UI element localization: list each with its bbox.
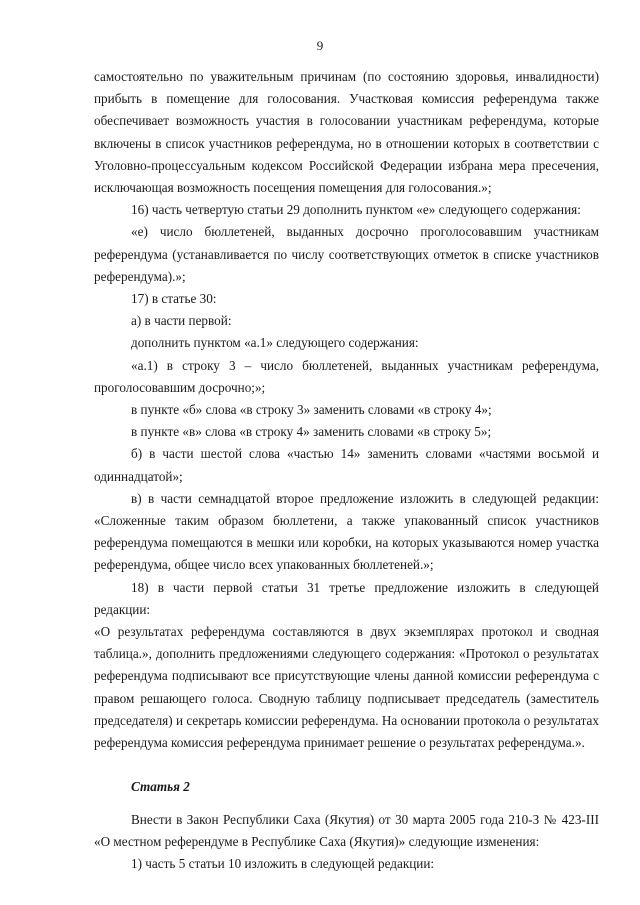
text-line: референдума (устанавливается по числу соответствующих отметок в списке участников bbox=[94, 246, 599, 262]
text-line: 16) часть четвертую статьи 29 дополнить пунктом «е» следующего содержания: bbox=[131, 202, 581, 218]
text-line: одиннадцатой»; bbox=[94, 468, 183, 484]
text-line: «О местном референдуме в Республике Саха (Якутия)» следующие изменения: bbox=[94, 833, 540, 849]
text-line: в пункте «в» слова «в строку 4» заменить словами «в строку 5»; bbox=[131, 424, 492, 440]
text-line: в пункте «б» слова «в строку 3» заменить словами «в строку 4»; bbox=[131, 402, 492, 418]
text-line: 1) часть 5 статьи 10 изложить в следующей редакции: bbox=[131, 855, 435, 871]
text-line: проголосовавшим досрочно;»; bbox=[94, 379, 266, 395]
text-line: «а.1) в строку 3 – число бюллетеней, выданных участникам референдума, bbox=[131, 357, 599, 373]
text-line: б) в части шестой слова «частью 14» заменить словами «частями восьмой и bbox=[131, 446, 599, 462]
text-line: таблица.», дополнить предложениями следующего содержания: «Протокол о результатах bbox=[94, 646, 599, 662]
article-heading: Статья 2 bbox=[131, 779, 190, 795]
text-line: включены в список участников референдума, но в отношении которых в соответствии с bbox=[94, 135, 599, 151]
text-line: референдума помещаются в мешки или коробки, на которых указываются номер участка bbox=[94, 535, 599, 551]
document-body bbox=[94, 66, 599, 875]
text-line: «е) число бюллетеней, выданных досрочно проголосовавшим участникам bbox=[131, 224, 599, 240]
text-line: референдума, общее число всех упакованных бюллетеней.»; bbox=[94, 557, 434, 573]
text-line: председателя) и секретарь комиссии референдума. На основании протокола о результатах bbox=[94, 712, 599, 728]
page-number: 9 bbox=[316, 38, 324, 53]
text-line: самостоятельно по уважительным причинам (по состоянию здоровья, инвалидности) bbox=[94, 69, 599, 84]
text-line: исключающая возможность посещения помещения для голосования.»; bbox=[94, 180, 492, 196]
text-line: прибыть в помещение для голосования. Участковая комиссия референдума также bbox=[94, 91, 599, 107]
text-line: правом решающего голоса. Сводную таблицу подписывает председатель (заместитель bbox=[94, 690, 599, 706]
text-line: референдума).»; bbox=[94, 268, 186, 284]
text-line: 18) в части первой статьи 31 третье предложение изложить в следующей редакции: bbox=[94, 579, 599, 617]
text-line: обеспечивает возможность участия в голосовании участникам референдума, которые bbox=[94, 113, 599, 129]
text-line: референдума подписывают все присутствующие члены данной комиссии референдума с bbox=[94, 668, 599, 684]
article-2-text-block bbox=[94, 809, 599, 876]
amendment-text-block bbox=[94, 66, 599, 754]
text-line: Уголовно-процессуальным кодексом Российской Федерации избрана мера пресечения, bbox=[94, 157, 599, 173]
text-line: дополнить пунктом «а.1» следующего содержания: bbox=[131, 335, 419, 351]
text-line: «Сложенные таким образом бюллетени, а также упакованный список участников bbox=[94, 513, 599, 529]
text-line: 17) в статье 30: bbox=[131, 291, 217, 307]
text-line: Внести в Закон Республики Саха (Якутия) от 30 марта 2005 года 210-З № 423-III bbox=[131, 811, 599, 827]
text-line: «О результатах референдума составляются в двух экземплярах протокол и сводная bbox=[94, 624, 599, 640]
text-line: референдума комиссия референдума принимает решение о результатах референдума.». bbox=[94, 735, 585, 751]
text-line: в) в части семнадцатой второе предложение изложить в следующей редакции: bbox=[131, 490, 599, 506]
text-line: а) в части первой: bbox=[131, 313, 232, 329]
